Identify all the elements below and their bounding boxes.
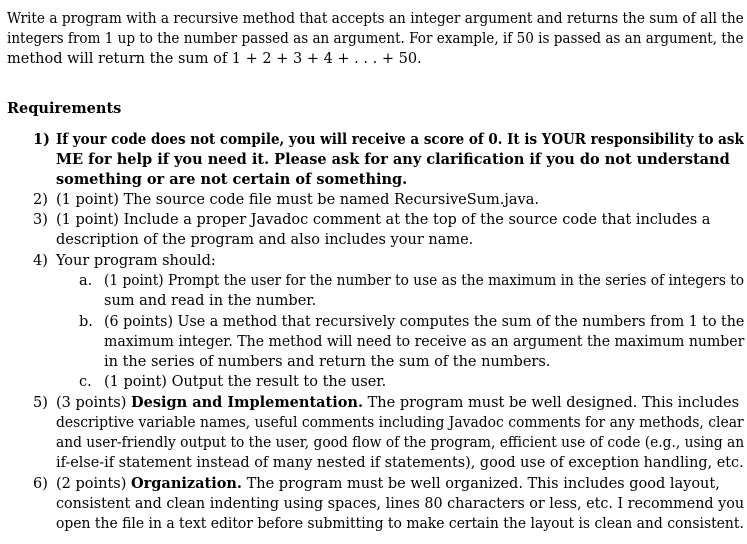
sub-item-text: (6 points) Use a method that recursively computes the sum of the numbers from 1 to the (104, 314, 745, 330)
list-item-text: ME for help if you need it. Please ask for any clarification if you do not understand (56, 151, 730, 168)
criterion-description: The program must be well organized. This includes good layout, (241, 476, 720, 492)
sub-item-text: (1 point) Output the result to the user. (104, 374, 387, 390)
criterion-title: Design and Implementation. (131, 394, 364, 411)
list-number: 5) (33, 395, 48, 411)
intro-line: method will return the sum of 1 + 2 + 3 + 4 + . . . + 50. (7, 51, 422, 67)
list-item-text: Your program should: (56, 253, 216, 269)
points-label: (2 points) (56, 476, 132, 492)
list-item-text (56, 393, 739, 413)
sub-item-text: (1 point) Prompt the user for the number to use as the maximum in the series of integers to (104, 273, 745, 289)
intro-line: Write a program with a recursive method that accepts an integer argument and returns the sum of all the (7, 11, 744, 27)
list-number: 3) (33, 212, 48, 228)
list-item-text: if-else-if statement instead of many nested if statements), good use of exception handling, etc. (56, 455, 744, 471)
list-item-text: If your code does not compile, you will receive a score of 0. It is YOUR responsibility to ask (56, 131, 744, 148)
list-number: 4) (33, 253, 48, 269)
sub-item-text: in the series of numbers and return the sum of the numbers. (104, 354, 551, 370)
list-item-text: and user-friendly output to the user, good flow of the program, efficient use of code (e.g., using an (56, 435, 745, 451)
requirements-heading: Requirements (7, 100, 122, 117)
list-item-text: consistent and clean indenting using spaces, lines 80 characters or less, etc. I recommend you (56, 496, 745, 512)
list-item-text: descriptive variable names, useful comments including Javadoc comments for any methods, clear (56, 415, 744, 431)
list-item-text: (1 point) The source code file must be named RecursiveSum.java. (56, 192, 539, 208)
sub-item-text: maximum integer. The method will need to receive as an argument the maximum number (104, 334, 745, 350)
list-item-text: something or are not certain of something. (56, 171, 408, 188)
sub-list-letter: c. (79, 374, 92, 390)
sub-list-letter: b. (79, 314, 93, 330)
list-item-text: (1 point) Include a proper Javadoc comment at the top of the source code that includes a (56, 212, 711, 228)
list-item-text: open the file in a text editor before submitting to make certain the layout is clean and consistent. (56, 516, 744, 532)
list-number: 6) (33, 476, 48, 492)
list-number: 2) (33, 192, 48, 208)
points-label: (3 points) (56, 395, 132, 411)
sub-list-letter: a. (79, 273, 93, 289)
list-number: 1) (33, 131, 50, 148)
criterion-description: The program must be well designed. This includes (363, 395, 740, 411)
intro-line: integers from 1 up to the number passed as an argument. For example, if 50 is passed as an argument, the (7, 31, 744, 47)
criterion-title: Organization. (131, 475, 242, 492)
list-item-text (56, 474, 720, 494)
sub-item-text: sum and read in the number. (104, 293, 317, 309)
list-item-text: description of the program and also includes your name. (56, 232, 474, 248)
